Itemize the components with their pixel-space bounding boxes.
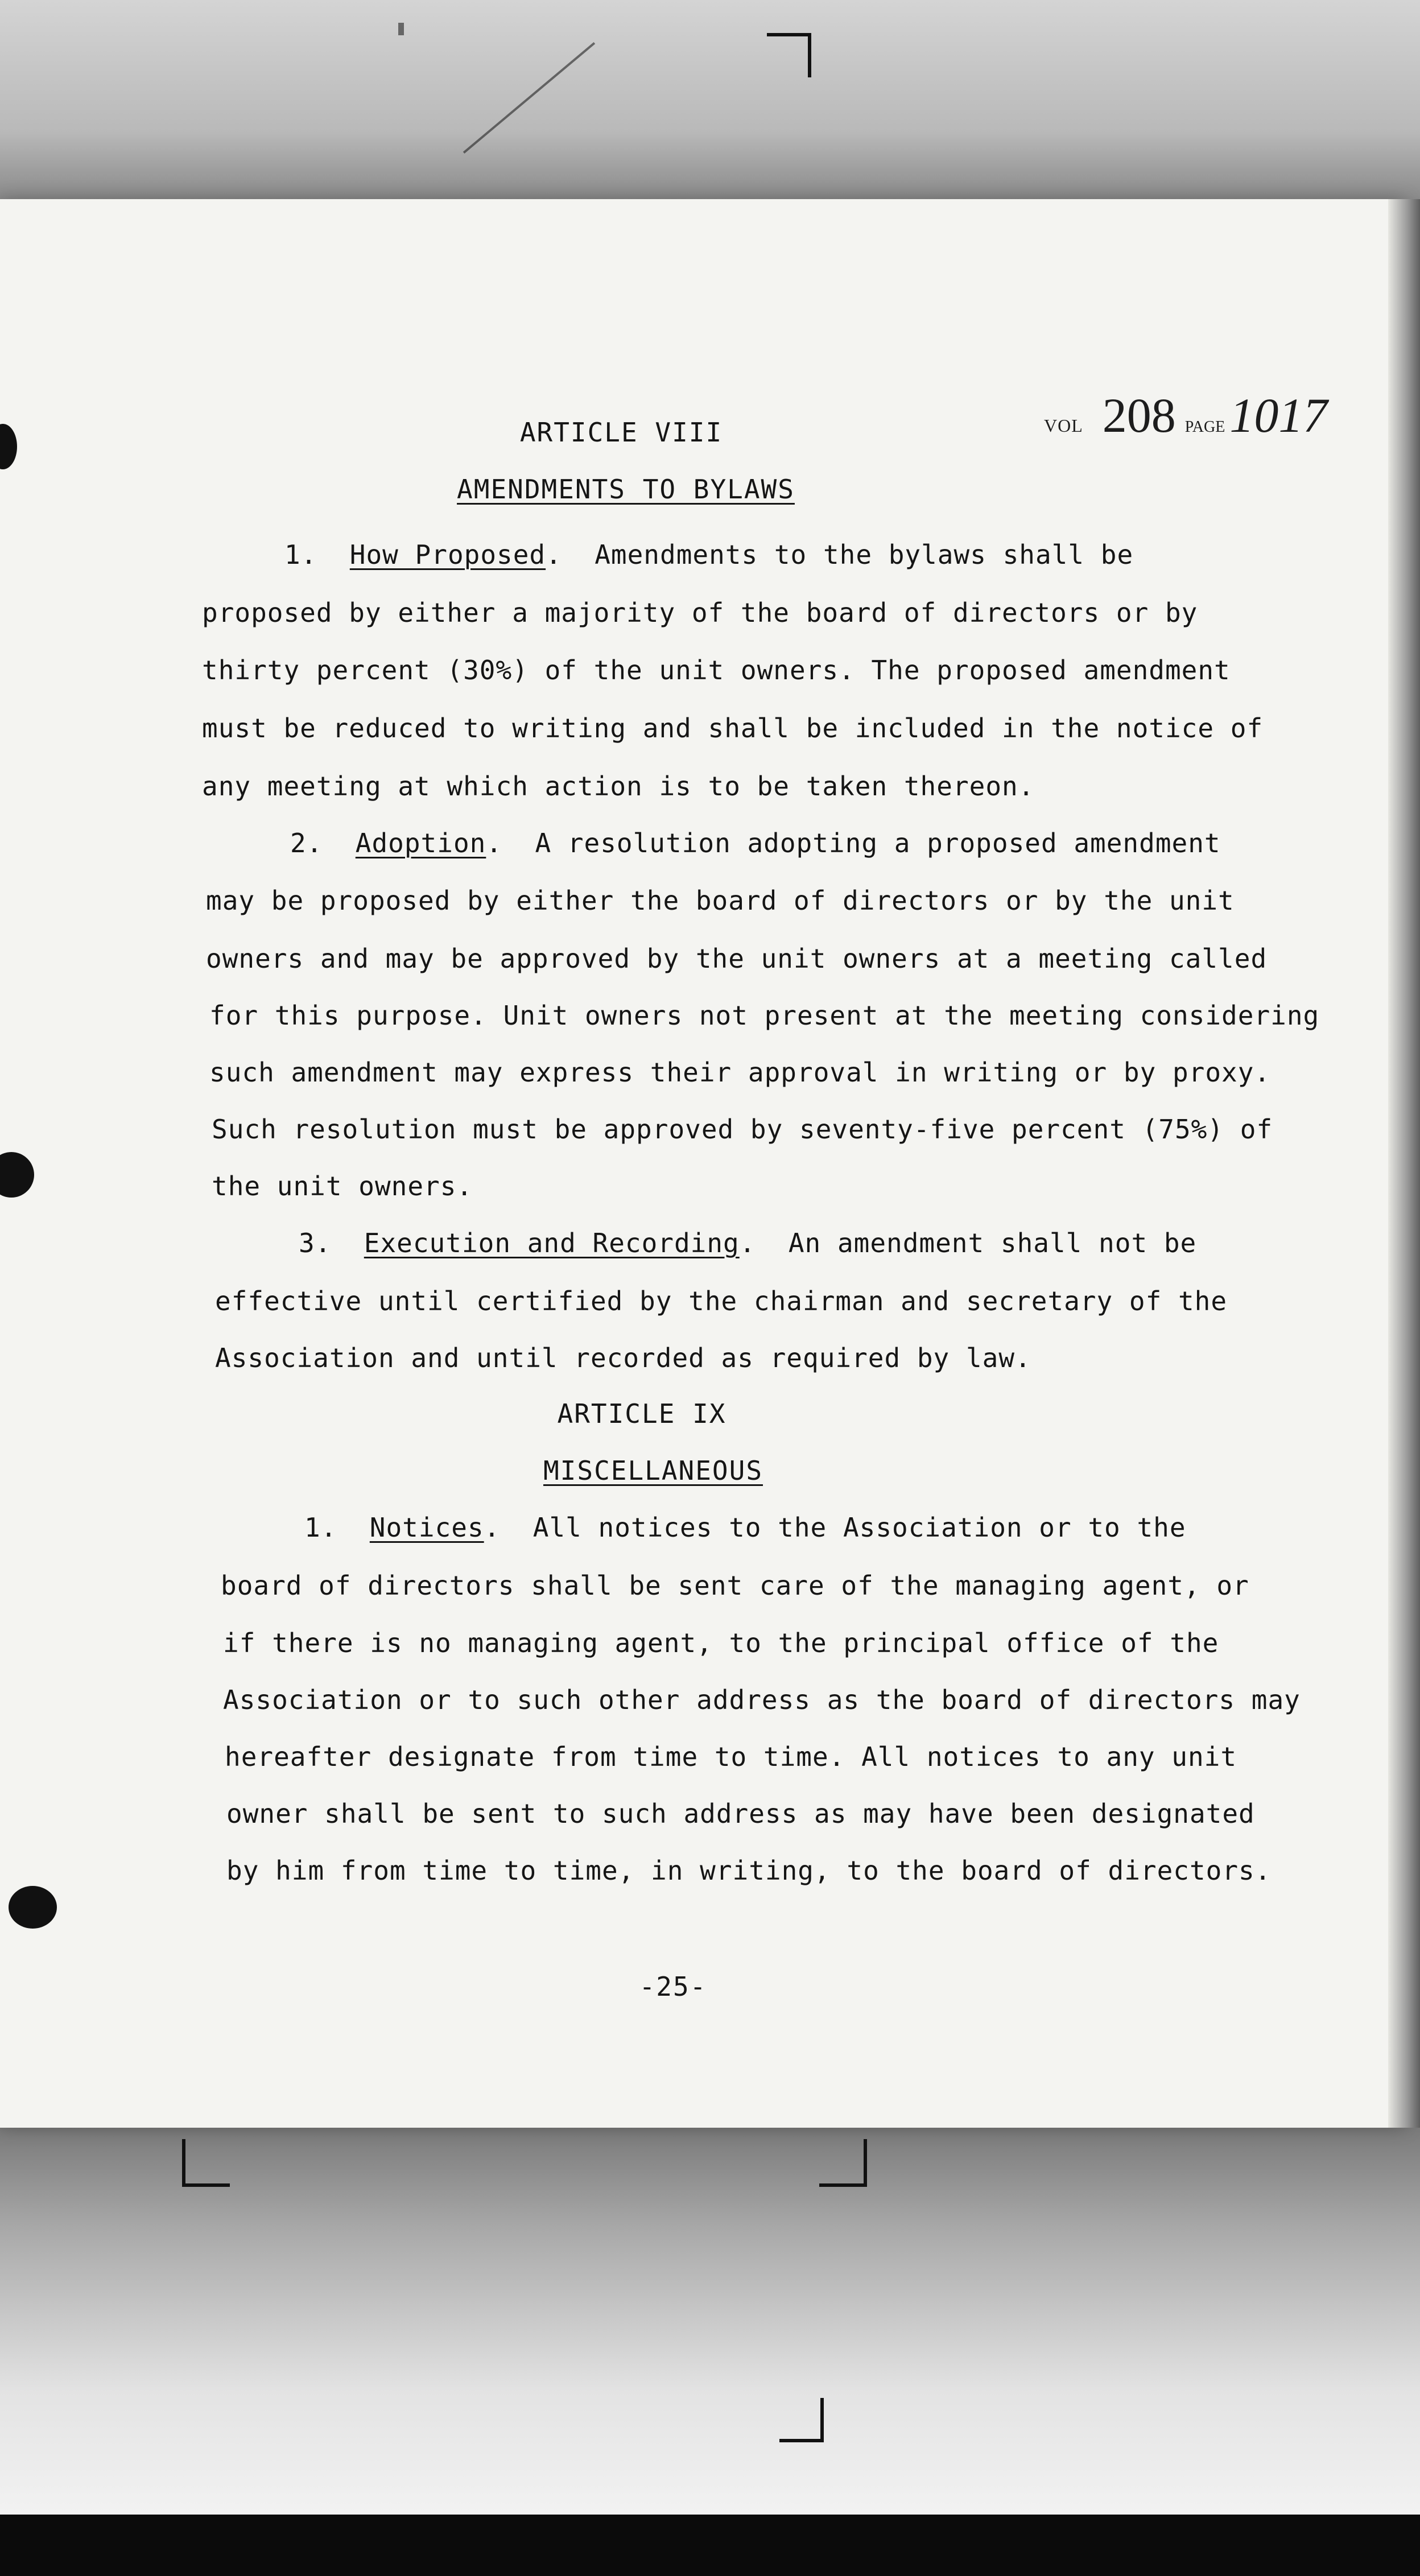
crop-mark-top [767,33,811,77]
section-execution-first-line: 3. Execution and Recording. An amendment shall not be [299,1228,1197,1258]
page-label: PAGE [1184,418,1225,436]
paragraph-line: board of directors shall be sent care of the managing agent, or [221,1570,1249,1601]
article-viii-heading: ARTICLE VIII [519,417,723,448]
section-title-how-proposed: How Proposed [349,539,546,570]
section-number: 1. [284,539,317,570]
vol-number: 208 [1102,388,1176,443]
paragraph-line: by him from time to time, in writing, to the board of directors. [226,1855,1272,1886]
paragraph-line: Such resolution must be approved by seventy-five percent (75%) of [212,1114,1273,1145]
paragraph-line: hereafter designate from time to time. All notices to any unit [225,1741,1237,1772]
page-number-stamp: 1017 [1229,388,1328,443]
section-title-execution-recording: Execution and Recording [364,1228,740,1258]
paragraph-line: must be reduced to writing and shall be included in the notice of [202,713,1264,744]
paragraph-line: such amendment may express their approval in writing or by proxy. [209,1057,1271,1088]
paragraph-line: thirty percent (30%) of the unit owners. The proposed amendment [202,655,1231,686]
paragraph-line: owner shall be sent to such address as may have been designated [226,1798,1255,1829]
section-title-notices: Notices [369,1512,484,1543]
section-number: 1. [304,1512,337,1543]
binder-hole-3 [9,1886,57,1929]
vol-label: VOL [1044,415,1083,436]
crop-mark-bottom-left [182,2139,230,2187]
section-text: An amendment shall not be [788,1228,1197,1258]
scan-speck [398,23,404,35]
section-number: 3. [299,1228,332,1258]
paragraph-line: effective until certified by the chairman and secretary of the [215,1286,1228,1316]
paragraph-line: Association and until recorded as required by law. [215,1343,1031,1373]
article-ix-subheading: MISCELLANEOUS [543,1455,763,1486]
volume-page-stamp [1044,387,1327,444]
crop-mark-bottom-lower [779,2398,824,2442]
paragraph-line: proposed by either a majority of the board of directors or by [202,597,1198,628]
paragraph-line: Association or to such other address as the board of directors may [223,1685,1301,1715]
section-adoption-first-line: 2. Adoption. A resolution adopting a proposed amendment [290,828,1221,858]
paragraph-line: may be proposed by either the board of directors or by the unit [206,885,1235,916]
page-right-edge [1388,199,1420,2128]
section-text: Amendments to the bylaws shall be [595,539,1134,570]
paragraph-line: owners and may be approved by the unit owners at a meeting called [206,943,1268,974]
paragraph-line: the unit owners. [212,1171,473,1202]
paragraph-line: for this purpose. Unit owners not present at the meeting considering [209,1000,1320,1031]
paragraph-line: any meeting at which action is to be taken thereon. [202,771,1035,802]
paragraph-line: if there is no managing agent, to the principal office of the [223,1628,1219,1658]
footer-page-number: -25- [639,1971,707,2002]
section-text: A resolution adopting a proposed amendment [535,828,1221,858]
section-how-proposed-first-line: 1. How Proposed. Amendments to the bylaws shall be [284,539,1134,570]
section-number: 2. [290,828,323,858]
section-notices-first-line: 1. Notices. All notices to the Association or to the [304,1512,1186,1543]
scan-black-border [0,2515,1420,2576]
article-ix-heading: ARTICLE IX [557,1398,726,1429]
section-title-adoption: Adoption [355,828,486,858]
article-viii-subheading: AMENDMENTS TO BYLAWS [457,474,795,505]
section-text: All notices to the Association or to the [532,1512,1186,1543]
crop-mark-bottom-center [819,2139,867,2187]
